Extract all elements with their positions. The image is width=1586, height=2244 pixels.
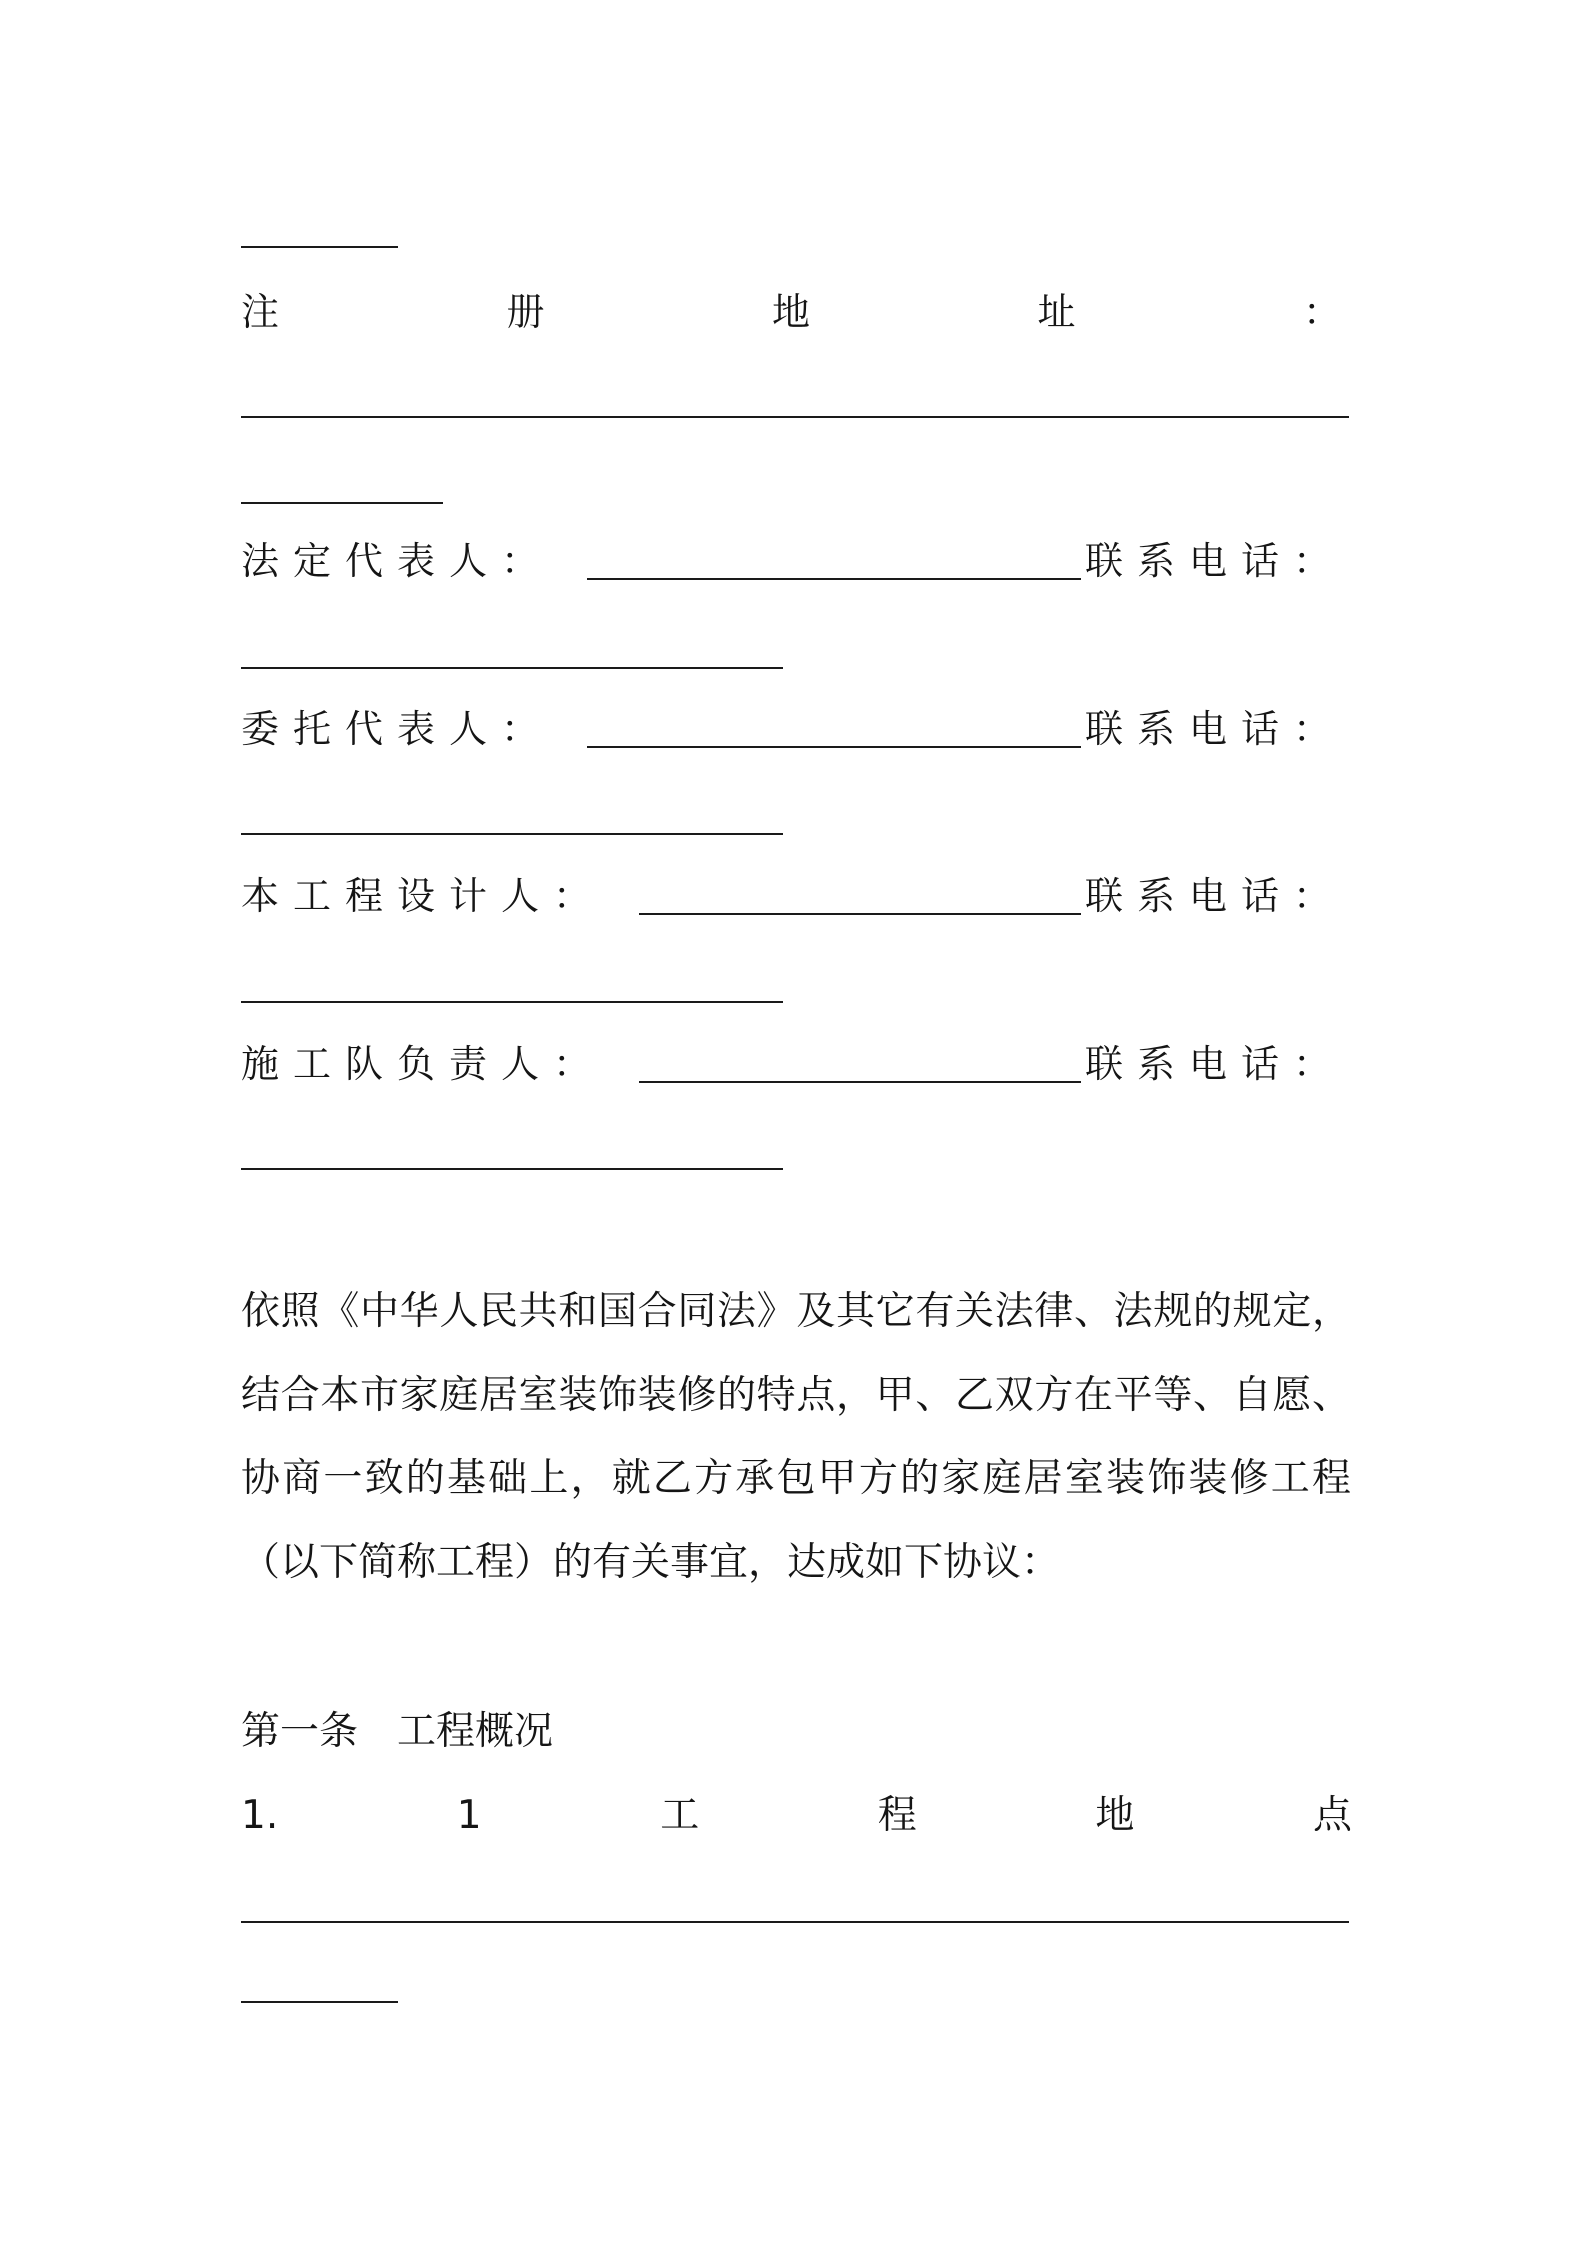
blank-line — [639, 1039, 1081, 1083]
blank-line — [587, 704, 1081, 748]
label-char: 点 — [1312, 1793, 1352, 1838]
label-char: 址 — [1037, 290, 1076, 334]
legal-rep-row — [241, 536, 1345, 586]
phone-label: 联系电话： — [1084, 539, 1345, 583]
blank-line — [241, 1921, 1349, 1923]
label-char: 册 — [506, 290, 545, 334]
blank-line — [241, 2001, 398, 2003]
legal-rep-label: 法定代表人： — [241, 539, 554, 583]
label-char: 注 — [241, 290, 280, 334]
designer-row — [241, 871, 1345, 921]
crew-leader-row — [241, 1039, 1345, 1089]
label-char: 地 — [771, 290, 810, 334]
label-char: 1 — [456, 1793, 482, 1838]
blank-line — [241, 667, 783, 669]
label-char: 工 — [660, 1793, 700, 1838]
blank-line — [241, 1001, 783, 1003]
preamble-paragraph — [241, 1270, 1351, 1604]
phone-label: 联系电话： — [1084, 1042, 1345, 1086]
blank-line — [241, 416, 1349, 418]
label-char: 地 — [1095, 1793, 1135, 1838]
blank-line — [241, 833, 783, 835]
paragraph-line: （以下简称工程）的有关事宜，达成如下协议： — [241, 1539, 1061, 1585]
designer-label: 本工程设计人： — [241, 874, 606, 918]
label-char: 1. — [241, 1793, 279, 1838]
authorized-rep-label: 委托代表人： — [241, 707, 554, 751]
blank-line — [587, 536, 1081, 580]
paragraph-line: 依照《中华人民共和国合同法》及其它有关法律、法规的规定， — [241, 1289, 1351, 1334]
phone-label: 联系电话： — [1084, 707, 1345, 751]
label-char: ： — [1302, 290, 1341, 334]
phone-label: 联系电话： — [1084, 874, 1345, 918]
label-char: 程 — [877, 1793, 917, 1838]
blank-line — [241, 1168, 783, 1170]
site-location-label — [241, 1791, 1352, 1841]
paragraph-line: 结合本市家庭居室装饰装修的特点，甲、乙双方在平等、自愿、 — [241, 1372, 1351, 1418]
paragraph-line: 协商一致的基础上，就乙方承包甲方的家庭居室装饰装修工程 — [241, 1456, 1351, 1501]
registered-address-label — [241, 287, 1341, 337]
crew-leader-label: 施工队负责人： — [241, 1042, 606, 1086]
authorized-rep-row — [241, 704, 1345, 754]
blank-line — [241, 502, 443, 504]
blank-line — [241, 246, 398, 248]
article-heading: 第一条 工程概况 — [241, 1709, 554, 1754]
blank-line — [639, 871, 1081, 915]
